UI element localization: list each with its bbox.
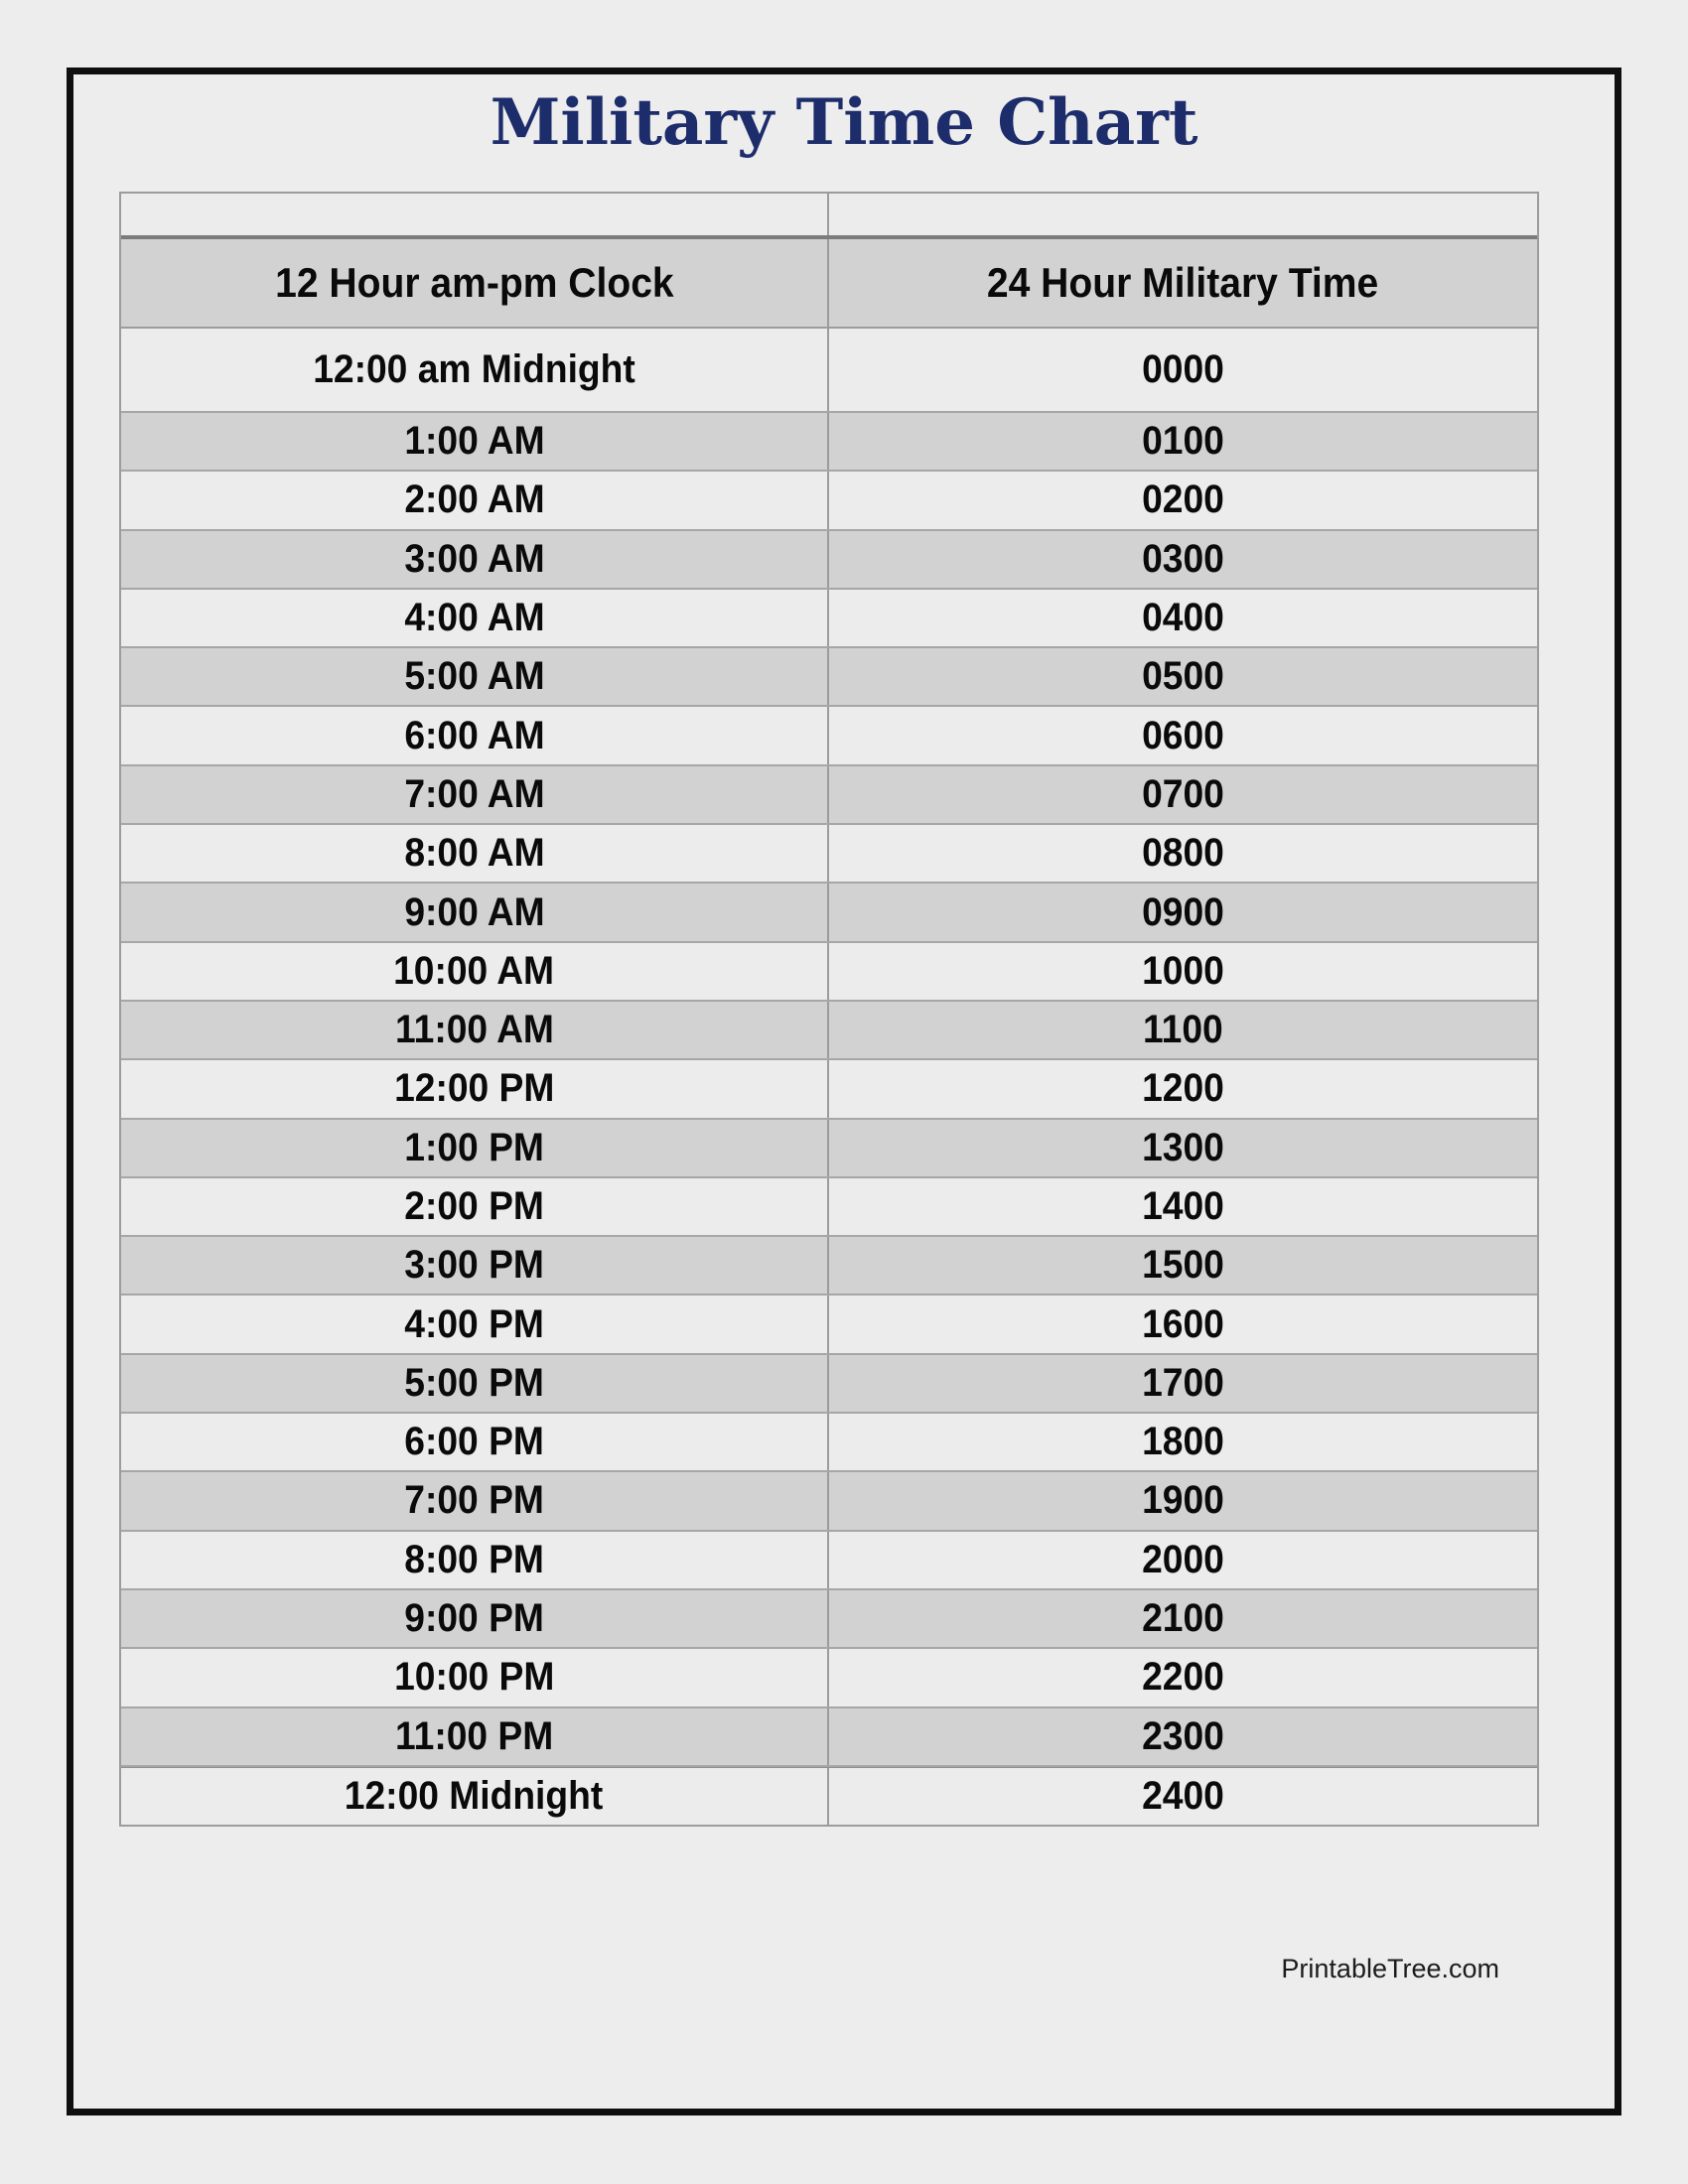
clock-cell	[121, 648, 829, 705]
clock-value: 3:00 AM	[403, 536, 545, 581]
military-value: 0300	[1142, 536, 1224, 581]
clock-cell	[121, 1472, 829, 1529]
military-value: 2300	[1142, 1713, 1224, 1758]
military-cell	[829, 329, 1537, 411]
table-row	[121, 1237, 1537, 1296]
table-row	[121, 825, 1537, 884]
clock-value: 7:00 PM	[404, 1478, 544, 1523]
military-value: 1300	[1142, 1125, 1224, 1169]
clock-value: 8:00 PM	[404, 1537, 544, 1581]
military-value: 2200	[1142, 1655, 1224, 1700]
clock-cell	[121, 1296, 829, 1352]
military-cell	[829, 1060, 1537, 1117]
clock-value: 4:00 AM	[403, 596, 545, 640]
table-body	[121, 329, 1537, 1825]
table-row	[121, 329, 1537, 413]
clock-cell	[121, 1002, 829, 1058]
military-value: 0500	[1142, 654, 1224, 699]
clock-cell	[121, 884, 829, 940]
military-value: 1800	[1142, 1420, 1224, 1464]
military-cell	[829, 1296, 1537, 1352]
header-military-column	[829, 239, 1537, 327]
clock-value: 10:00 PM	[393, 1655, 555, 1700]
table-row	[121, 707, 1537, 765]
table-row	[121, 1590, 1537, 1649]
clock-value: 7:00 AM	[403, 771, 545, 816]
military-value: 0700	[1142, 771, 1224, 816]
table-row	[121, 943, 1537, 1002]
clock-cell	[121, 1355, 829, 1412]
clock-cell	[121, 590, 829, 646]
military-value: 0200	[1142, 478, 1224, 522]
header-clock-label: 12 Hour am-pm Clock	[274, 259, 674, 306]
military-value: 0400	[1142, 596, 1224, 640]
clock-cell	[121, 1649, 829, 1706]
clock-value: 8:00 AM	[403, 831, 545, 876]
table-row	[121, 1532, 1537, 1590]
military-value: 0000	[1142, 347, 1224, 391]
military-value: 1900	[1142, 1478, 1224, 1523]
clock-value: 6:00 PM	[404, 1420, 544, 1464]
military-cell	[829, 1532, 1537, 1588]
military-cell	[829, 1708, 1537, 1765]
clock-cell	[121, 531, 829, 588]
clock-value: 3:00 PM	[404, 1243, 544, 1288]
clock-cell	[121, 707, 829, 763]
table-row	[121, 1708, 1537, 1767]
table-row	[121, 1472, 1537, 1531]
clock-value: 9:00 AM	[403, 889, 545, 934]
military-value: 1200	[1142, 1066, 1224, 1111]
clock-cell	[121, 1120, 829, 1176]
clock-cell	[121, 472, 829, 528]
military-cell	[829, 943, 1537, 1000]
table-row	[121, 1120, 1537, 1178]
clock-value: 12:00 am Midnight	[313, 347, 635, 391]
blank-cell-left	[121, 194, 829, 235]
table-row	[121, 1002, 1537, 1060]
military-cell	[829, 1649, 1537, 1706]
table-row	[121, 1178, 1537, 1237]
header-military-label: 24 Hour Military Time	[987, 259, 1379, 306]
clock-cell	[121, 1532, 829, 1588]
table-blank-row	[121, 194, 1537, 239]
military-cell	[829, 766, 1537, 823]
military-cell	[829, 1414, 1537, 1470]
military-value: 0800	[1142, 831, 1224, 876]
military-cell	[829, 825, 1537, 882]
military-value: 0600	[1142, 713, 1224, 757]
military-cell	[829, 590, 1537, 646]
clock-cell	[121, 413, 829, 470]
military-cell	[829, 413, 1537, 470]
military-value: 1700	[1142, 1360, 1224, 1405]
table-row	[121, 648, 1537, 707]
clock-cell	[121, 1237, 829, 1294]
blank-cell-right	[829, 194, 1537, 235]
military-value: 1600	[1142, 1301, 1224, 1346]
table-row	[121, 1649, 1537, 1707]
table-row	[121, 766, 1537, 825]
clock-cell	[121, 1768, 829, 1825]
military-value: 2000	[1142, 1537, 1224, 1581]
table-row	[121, 590, 1537, 648]
military-value: 0100	[1142, 419, 1224, 464]
clock-value: 2:00 PM	[404, 1184, 544, 1228]
page-title: Military Time Chart	[490, 85, 1198, 160]
military-value: 2100	[1142, 1596, 1224, 1641]
clock-value: 12:00 PM	[393, 1066, 555, 1111]
military-cell	[829, 1590, 1537, 1647]
military-cell	[829, 1178, 1537, 1235]
clock-value: 4:00 PM	[404, 1301, 544, 1346]
table-row	[121, 472, 1537, 530]
clock-cell	[121, 1060, 829, 1117]
table-row	[121, 884, 1537, 942]
clock-value: 10:00 AM	[393, 948, 555, 993]
table-row	[121, 1296, 1537, 1354]
military-cell	[829, 1002, 1537, 1058]
military-cell	[829, 1237, 1537, 1294]
military-time-table	[119, 192, 1539, 1827]
clock-value: 5:00 AM	[403, 654, 545, 699]
military-cell	[829, 1768, 1537, 1825]
clock-cell	[121, 825, 829, 882]
military-cell	[829, 1472, 1537, 1529]
military-value: 2400	[1142, 1773, 1224, 1818]
clock-value: 6:00 AM	[403, 713, 545, 757]
clock-value: 2:00 AM	[403, 478, 545, 522]
table-row	[121, 531, 1537, 590]
table-header-row	[121, 239, 1537, 329]
military-value: 1100	[1143, 1008, 1223, 1052]
clock-cell	[121, 1590, 829, 1647]
clock-cell	[121, 766, 829, 823]
military-cell	[829, 648, 1537, 705]
military-cell	[829, 1355, 1537, 1412]
clock-value: 11:00 AM	[394, 1008, 554, 1052]
military-value: 1000	[1142, 948, 1224, 993]
clock-cell	[121, 1708, 829, 1765]
clock-cell	[121, 1414, 829, 1470]
clock-value: 9:00 PM	[404, 1596, 544, 1641]
footer-site-credit: PrintableTree.com	[1281, 1954, 1499, 1983]
military-cell	[829, 472, 1537, 528]
clock-cell	[121, 943, 829, 1000]
table-row	[121, 413, 1537, 472]
table-row	[121, 1414, 1537, 1472]
military-value: 0900	[1142, 889, 1224, 934]
table-row	[121, 1767, 1537, 1825]
military-cell	[829, 884, 1537, 940]
military-cell	[829, 1120, 1537, 1176]
clock-value: 1:00 AM	[403, 419, 545, 464]
military-value: 1500	[1142, 1243, 1224, 1288]
header-clock-column	[121, 239, 829, 327]
military-value: 1400	[1142, 1184, 1224, 1228]
clock-value: 11:00 PM	[394, 1713, 554, 1758]
military-cell	[829, 707, 1537, 763]
clock-value: 5:00 PM	[404, 1360, 544, 1405]
clock-value: 12:00 Midnight	[345, 1773, 604, 1818]
table-row	[121, 1060, 1537, 1119]
military-cell	[829, 531, 1537, 588]
clock-cell	[121, 329, 829, 411]
clock-cell	[121, 1178, 829, 1235]
clock-value: 1:00 PM	[404, 1125, 544, 1169]
table-row	[121, 1355, 1537, 1414]
